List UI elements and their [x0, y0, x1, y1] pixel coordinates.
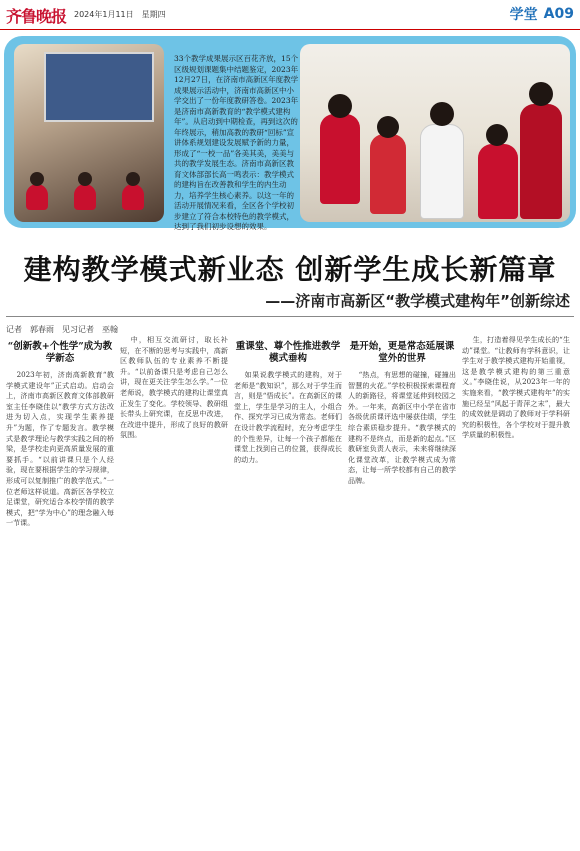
- page-number: A09: [543, 6, 574, 22]
- student-figure: [370, 134, 406, 214]
- student-head: [328, 94, 352, 118]
- student-figure: [520, 104, 562, 219]
- teacher-head: [430, 102, 454, 126]
- classroom-photo-left: [14, 44, 164, 222]
- column-text: “热点，有思想的碰撞，碰撞出智慧的火花。”学校积极探索课程育人的新路径，将课堂延伸到校园之外。一年来，高新区中小学在省市各级优质课评选中屡获佳绩，学生综合素质稳步提升。“教学模式的建构不是终点，而是新的起点。”区教研室负责人表示，未来将继续深化课堂改革，让教学模式成为常态，让每一所学校都有自己的教学品牌。: [348, 370, 456, 485]
- column-heading: 重课堂、尊个性推进教学模式垂构: [235, 341, 341, 364]
- student-head: [30, 172, 44, 186]
- column-text: 2023年初，济南高新教育“教学模式建设年”正式启动。启动会上，济南市高新区教育文体部教研室主任李晓佳以“教学方式方法改进为切入点，实现学生素养提升”为题，作了专题发言。教学模式是教学理论与教学实践之间的桥梁，是学校走向更高质量发展的重要抓手。“以前讲课只是个人经验，现在要根据学生的学习规律，形成可以复制推广的教学范式。”一位老师这样说道。高新区各学校立足课堂，研究适合本校学情的教学模式，把“学为中心”的理念融入每一节课。: [6, 370, 114, 528]
- column-heading: “创新教+个性学”成为教学新态: [7, 341, 113, 364]
- teacher-figure: [420, 124, 464, 219]
- section-name: 学堂: [509, 7, 538, 23]
- article-column-5: [462, 335, 570, 845]
- student-figure: [26, 184, 48, 210]
- student-head: [486, 124, 508, 146]
- column-heading: 是开始，更是常态延展课堂外的世界: [349, 341, 455, 364]
- sub-headline: ——济南市高新区“教学模式建构年”创新综述: [265, 292, 570, 310]
- photo-caption: 33个教学成果展示区百花齐放，15个区级规划课题集中结题鉴定，2023年12月27日，在济南市高新区年度教学成果展示活动中，济南市高新区中小学交出了一份年度教研答卷。2023年是济南市高新教育的“教学模式建构年”。从启动到中期检查，再到这次的年终展示，稍加高教的教研“回标”宣讲体系规划建设发展赋予新的力量，形成了“一校一品”各美其美，美美与共的教学发展生态。济南市高新区教育文体部部长高一鸣表示：教学模式的建构旨在改善教和学生的内生动力，培养学生核心素养。以这一年的活动开展情况来看，全区各个学校初步建立了符合本校特色的教学模式，达到了我们初步设想的效果。: [174, 54, 299, 231]
- student-figure: [478, 144, 518, 219]
- section-info: [510, 4, 574, 24]
- main-headline: 建构教学模式新业态 创新学生成长新篇章: [23, 253, 557, 286]
- divider: [6, 316, 574, 317]
- column-text: 中，相互交流研讨，取长补短，在不断的思考与实践中，高新区教师队伍的专业素养不断提升。“以前备课只是考虑自己怎么讲，现在更关注学生怎么学。”一位老师说，教学模式的建构让课堂真正发生了变化。学校领导、教研组长带头上研究课，在反思中改进，在改进中提升，形成了良好的教研氛围。: [120, 335, 228, 440]
- article-column-2: [120, 335, 228, 845]
- student-figure: [122, 184, 144, 210]
- student-figure: [74, 184, 96, 210]
- column-text: 生，打造着得见学生成长的“生动”课堂。“让教师有学科意识，让学生对于教学模式建构开始重视，这是教学模式建构的第三重意义。”李晓佳说，从2023年一年的实施来看，“教学模式建构年”的实施已经呈“风起于青萍之末”，最大的成效就是调动了教师对于学科研究的积极性，各个学校对于提升教学质量的积极性。: [462, 335, 570, 440]
- student-head: [377, 116, 399, 138]
- column-text: 如果说教学模式的建构，对于老师是“教知识”，那么对于学生而言，则是“悟成长”。在高新区的课堂上，学生是学习的主人，小组合作、探究学习已成为常态。老师们在设计教学流程时，充分考虑学生的个性差异，让每一个孩子都能在课堂上找到自己的位置，获得成长的动力。: [234, 370, 342, 464]
- photo-collage: [4, 36, 576, 231]
- classroom-photo-right: [300, 44, 570, 222]
- byline: 记者 郭春雨 见习记者 巫翰: [6, 325, 118, 334]
- student-head: [529, 82, 553, 106]
- article-column-1: [6, 335, 114, 845]
- student-head: [78, 172, 92, 186]
- student-head: [126, 172, 140, 186]
- issue-date: 2024年1月11日 星期四: [74, 10, 166, 19]
- newspaper-logo: 齐鲁晚报: [6, 7, 67, 26]
- article-column-3: [234, 335, 342, 845]
- student-figure: [320, 114, 360, 204]
- article-column-4: [348, 335, 456, 845]
- projector-screen: [44, 52, 154, 122]
- newspaper-header: [0, 0, 580, 30]
